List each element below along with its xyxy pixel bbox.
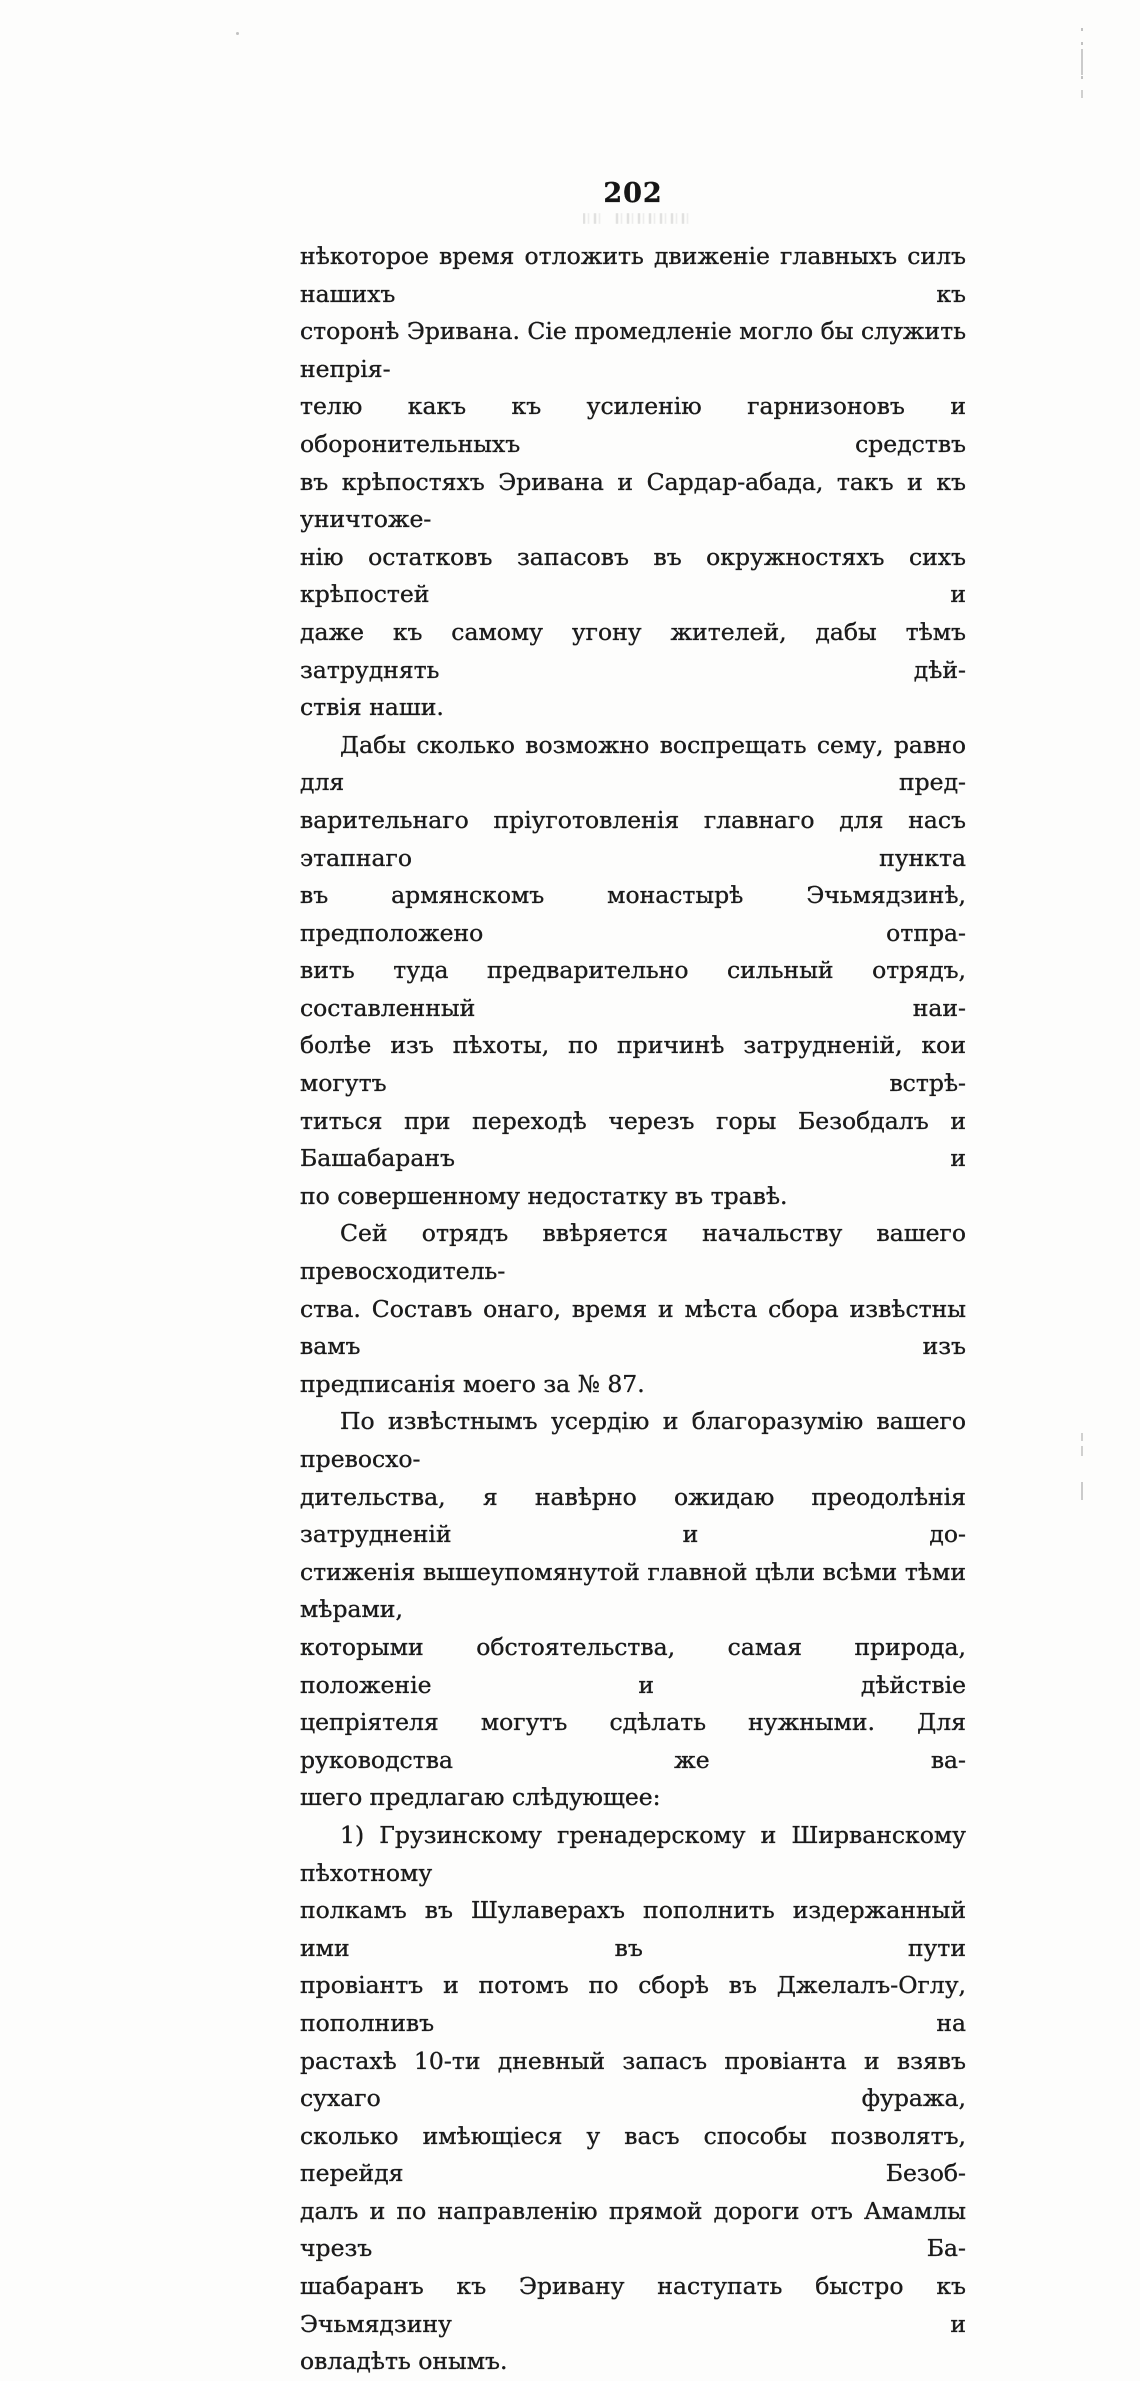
text-line: 1) Грузинскому гренадерскому и Ширванскому пѣхотному	[300, 1820, 966, 1887]
text-line: нію остатковъ запасовъ въ окружностяхъ сихъ крѣпостей и	[300, 542, 966, 609]
text-line: шего предлагаю слѣдующее:	[300, 1783, 661, 1812]
text-line: дительства, я навѣрно ожидаю преодолѣнія затрудненій и до-	[300, 1482, 966, 1549]
text-line: ства. Составъ онаго, время и мѣста сбора извѣстны вамъ изъ	[300, 1294, 966, 1361]
text-line: полкамъ въ Шулаверахъ пополнить издержанный ими въ пути	[300, 1896, 966, 1962]
text-line: въ армянскомъ монастырѣ Эчьмядзинѣ, предположено отпра-	[300, 881, 966, 947]
margin-mark	[1081, 76, 1083, 79]
text-line: Дабы сколько возможно воспрещать сему, равно для пред-	[300, 730, 966, 797]
margin-mark	[1081, 49, 1083, 75]
text-line: болѣе изъ пѣхоты, по причинѣ затрудненій, кои могутъ встрѣ-	[300, 1031, 966, 1098]
text-line: ствія наши.	[300, 693, 444, 722]
text-line: стиженія вышеупомянутой главной цѣли всѣми тѣми мѣрами,	[300, 1557, 966, 1624]
text-line: которыми обстоятельства, самая природа, положеніе и дѣйствіе	[300, 1632, 966, 1699]
text-line: въ крѣпостяхъ Эривана и Сардар-абада, такъ и къ уничтоже-	[300, 467, 966, 534]
margin-mark	[1081, 1482, 1083, 1500]
text-line: По извѣстнымъ усердію и благоразумію вашего превосхо-	[300, 1407, 966, 1473]
text-line: овладѣть онымъ.	[300, 2347, 508, 2376]
margin-mark	[1081, 90, 1083, 98]
show-through-smudge	[583, 213, 689, 224]
text-line: даже къ самому угону жителей, дабы тѣмъ затруднять дѣй-	[300, 617, 966, 684]
margin-mark	[1081, 28, 1083, 31]
margin-mark	[1081, 1433, 1083, 1441]
text-line: предписанія моего за № 87.	[300, 1369, 645, 1398]
text-line: телю какъ къ усиленію гарнизоновъ и оборонительныхъ средствъ	[300, 392, 966, 458]
margin-mark	[1081, 1446, 1083, 1456]
text-line: титься при переходѣ черезъ горы Безобдалъ и Башабаранъ и	[300, 1106, 966, 1173]
text-block	[300, 238, 966, 2381]
text-line: далъ и по направленію прямой дороги отъ Амамлы чрезъ Ба-	[300, 2196, 966, 2263]
scan-speck	[236, 32, 239, 35]
text-line: провіантъ и потомъ по сборѣ въ Джелалъ-Оглу, пополнивъ на	[300, 1971, 966, 2037]
text-line: сколько имѣющіеся у васъ способы позволятъ, перейдя Безоб-	[300, 2121, 966, 2188]
text-line: цепріятеля могутъ сдѣлать нужными. Для руководства же ва-	[300, 1708, 966, 1774]
text-line: шабаранъ къ Эривану наступать быстро къ Эчьмядзину и	[300, 2272, 966, 2338]
text-line: растахѣ 10-ти дневный запасъ провіанта и взявъ сухаго фуража,	[300, 2046, 966, 2113]
margin-mark	[1081, 42, 1083, 45]
text-line: нѣкоторое время отложить движеніе главныхъ силъ нашихъ къ	[300, 242, 966, 308]
text-line: по совершенному недостатку въ травѣ.	[300, 1181, 788, 1210]
text-line: варительнаго пріуготовленія главнаго для насъ этапнаго пункта	[300, 805, 966, 872]
text-line: сторонѣ Эривана. Сіе промедленіе могло бы служить непрія-	[300, 317, 966, 383]
text-line: Сей отрядъ ввѣряется начальству вашего превосходитель-	[300, 1219, 966, 1286]
page-number: 202	[603, 178, 663, 209]
text-line: вить туда предварительно сильный отрядъ, составленный наи-	[300, 956, 966, 1022]
